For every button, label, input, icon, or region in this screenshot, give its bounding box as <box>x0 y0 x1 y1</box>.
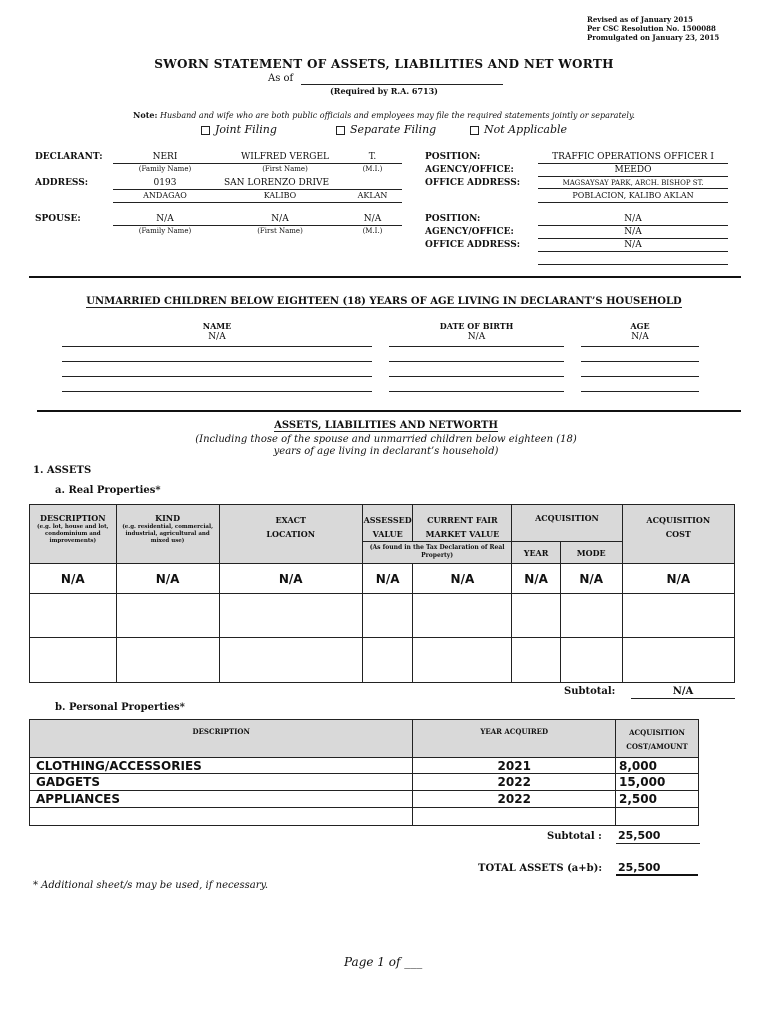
child-dob[interactable]: N/A <box>467 332 486 342</box>
address-number[interactable]: 0193 <box>153 178 177 188</box>
spouse-agency-label: AGENCY/OFFICE: <box>425 227 514 237</box>
spouse-office-address-line-2 <box>538 264 728 265</box>
children-name-header: NAME <box>202 321 232 331</box>
total-assets-label: TOTAL ASSETS (a+b): <box>478 863 603 874</box>
office-address-line-2 <box>538 202 728 203</box>
address-line-1 <box>113 189 402 190</box>
pp-description-cell[interactable]: CLOTHING/ACCESSORIES <box>30 758 413 774</box>
empty-cell[interactable] <box>219 638 362 683</box>
empty-cell[interactable] <box>362 638 413 683</box>
rp-assessed-cell[interactable]: N/A <box>362 564 413 594</box>
personal-subtotal-value: 25,500 <box>618 829 661 842</box>
total-assets-line <box>616 874 698 876</box>
declarant-label: DECLARANT: <box>35 152 103 162</box>
rp-header-location: EXACT LOCATION <box>219 505 362 564</box>
personal-properties-table <box>29 719 699 826</box>
footnote: * Additional sheet/s may be used, if necessary. <box>33 880 269 891</box>
empty-cell[interactable] <box>362 594 413 638</box>
spouse-position-line <box>538 225 728 226</box>
first-name-caption: (First Name) <box>262 165 308 173</box>
declarant-first-name[interactable]: WILFRED VERGEL <box>240 152 330 162</box>
joint-filing-option[interactable]: Joint Filing <box>201 123 277 136</box>
table-row <box>30 594 735 638</box>
declarant-name-line <box>113 163 402 164</box>
office-address-line-1 <box>538 188 728 189</box>
table-row <box>30 758 699 774</box>
real-properties-table <box>29 504 735 683</box>
revision-line-3: Promulgated on January 23, 2015 <box>587 33 720 42</box>
empty-cell[interactable] <box>413 808 616 826</box>
spouse-office-address-label: OFFICE ADDRESS: <box>425 240 521 250</box>
child-name-line-2 <box>62 361 372 362</box>
rp-header-year: YEAR <box>512 542 560 564</box>
empty-cell[interactable] <box>512 594 560 638</box>
checkbox-icon[interactable] <box>336 126 345 135</box>
rp-mode-cell[interactable]: N/A <box>560 564 622 594</box>
agency-line <box>538 176 728 177</box>
spouse-position-label: POSITION: <box>425 214 481 224</box>
revision-info <box>587 15 719 42</box>
mi-caption: (M.I.) <box>362 165 383 173</box>
children-age-header: AGE <box>630 321 650 331</box>
address-municipality[interactable]: KALIBO <box>263 191 297 200</box>
personal-properties-heading: b. Personal Properties* <box>55 702 185 713</box>
note-text: Husband and wife who are both public officials and employees may file the required statements jointly or separately. <box>159 111 635 120</box>
address-street[interactable]: SAN LORENZO DRIVE <box>224 178 330 188</box>
page-title: SWORN STATEMENT OF ASSETS, LIABILITIES AND NET WORTH <box>154 57 614 71</box>
position-line <box>538 163 728 164</box>
alnw-title: ASSETS, LIABILITIES AND NETWORTH <box>274 420 498 431</box>
children-title: UNMARRIED CHILDREN BELOW EIGHTEEN (18) YEARS OF AGE LIVING IN DECLARANT’S HOUSEHOLD <box>86 296 682 307</box>
position-label: POSITION: <box>425 152 481 162</box>
table-row <box>30 638 735 683</box>
children-dob-header: DATE OF BIRTH <box>439 321 514 331</box>
empty-cell[interactable] <box>413 594 512 638</box>
rp-kind-cell[interactable]: N/A <box>116 564 219 594</box>
address-label: ADDRESS: <box>35 178 89 188</box>
rp-header-cost: ACQUISITION COST <box>622 505 734 564</box>
real-subtotal-line <box>631 698 735 699</box>
declarant-mi[interactable]: T. <box>368 152 377 162</box>
personal-subtotal-line <box>616 843 700 844</box>
rp-header-description: DESCRIPTION (e.g. lot, house and lot, condominium and improvements) <box>30 505 117 564</box>
alnw-subtitle-2: years of age living in declarant’s household) <box>273 446 499 457</box>
child-age-line-4 <box>581 391 699 392</box>
declarant-agency[interactable]: MEEDO <box>614 165 652 175</box>
office-address-1[interactable]: MAGSAYSAY PARK, ARCH. BISHOP ST. <box>562 179 704 187</box>
section-divider-1 <box>29 276 741 278</box>
child-age-line-3 <box>581 376 699 377</box>
real-properties-heading: a. Real Properties* <box>55 485 161 496</box>
personal-subtotal-label: Subtotal : <box>547 831 602 842</box>
empty-cell[interactable] <box>30 594 117 638</box>
checkbox-icon[interactable] <box>470 126 479 135</box>
spouse-label: SPOUSE: <box>35 214 81 224</box>
empty-cell[interactable] <box>219 594 362 638</box>
family-name-caption: (Family Name) <box>138 165 192 173</box>
rp-header-acquisition: ACQUISITION <box>512 505 622 542</box>
rp-cost-cell[interactable]: N/A <box>622 564 734 594</box>
filing-note <box>0 110 768 120</box>
child-age[interactable]: N/A <box>631 332 649 342</box>
spouse-name-line <box>113 225 402 226</box>
child-dob-line-2 <box>389 361 564 362</box>
rp-year-cell[interactable]: N/A <box>512 564 560 594</box>
rp-description-cell[interactable]: N/A <box>30 564 117 594</box>
not-applicable-option[interactable]: Not Applicable <box>470 123 567 136</box>
table-row <box>30 774 699 791</box>
address-barangay[interactable]: ANDAGAO <box>143 191 187 200</box>
empty-cell[interactable] <box>30 638 117 683</box>
address-line-2 <box>113 202 402 203</box>
spouse-first-caption: (First Name) <box>257 227 303 235</box>
child-name-line-1 <box>62 346 372 347</box>
empty-cell[interactable] <box>30 808 413 826</box>
child-name-line-3 <box>62 376 372 377</box>
spouse-office-address[interactable]: N/A <box>624 240 642 250</box>
spouse-agency-line <box>538 238 728 239</box>
empty-cell[interactable] <box>116 638 219 683</box>
declarant-family-name[interactable]: NERI <box>152 152 178 162</box>
checkbox-icon[interactable] <box>201 126 210 135</box>
table-row <box>30 808 699 826</box>
rp-header-assessed: ASSESSED VALUE <box>362 505 413 542</box>
revision-line-2: Per CSC Resolution No. 1500088 <box>587 24 716 33</box>
child-age-line-1 <box>581 346 699 347</box>
pp-cost-cell[interactable]: 15,000 <box>616 774 699 791</box>
spouse-agency[interactable]: N/A <box>624 227 642 237</box>
empty-cell[interactable] <box>616 808 699 826</box>
empty-cell[interactable] <box>622 594 734 638</box>
as-of-label: As of <box>268 73 294 84</box>
real-subtotal-label: Subtotal: <box>564 686 616 697</box>
page-number: Page 1 of ___ <box>344 955 423 969</box>
real-subtotal-value: N/A <box>672 686 694 697</box>
required-by: (Required by R.A. 6713) <box>330 86 438 96</box>
rp-header-tax-note: (As found in the Tax Declaration of Real Property) <box>362 542 512 564</box>
revision-line-1: Revised as of January 2015 <box>587 15 693 24</box>
child-dob-line-1 <box>389 346 564 347</box>
declarant-position[interactable]: TRAFFIC OPERATIONS OFFICER I <box>552 152 714 162</box>
empty-cell[interactable] <box>413 638 512 683</box>
pp-header-cost: ACQUISITION COST/AMOUNT <box>616 720 699 758</box>
pp-cost-cell[interactable]: 8,000 <box>616 758 699 774</box>
separate-filing-option[interactable]: Separate Filing <box>336 123 436 136</box>
table-row <box>30 564 735 594</box>
table-row <box>30 791 699 808</box>
empty-cell[interactable] <box>622 638 734 683</box>
pp-header-description: DESCRIPTION <box>30 720 413 758</box>
empty-cell[interactable] <box>116 594 219 638</box>
pp-header-year: YEAR ACQUIRED <box>413 720 616 758</box>
spouse-family-caption: (Family Name) <box>138 227 192 235</box>
rp-header-kind: KIND (e.g. residential, commercial, industrial, agricultural and mixed use) <box>116 505 219 564</box>
spouse-mi[interactable]: N/A <box>363 214 382 224</box>
spouse-family-name[interactable]: N/A <box>156 214 174 224</box>
spouse-first-name[interactable]: N/A <box>271 214 289 224</box>
office-address-2[interactable]: POBLACION, KALIBO AKLAN <box>572 191 694 200</box>
alnw-subtitle-1: (Including those of the spouse and unmarried children below eighteen (18) <box>195 434 577 445</box>
spouse-office-address-line-1 <box>538 251 728 252</box>
child-name-line-4 <box>62 391 372 392</box>
agency-label: AGENCY/OFFICE: <box>425 165 514 175</box>
rp-header-fmv: CURRENT FAIR MARKET VALUE <box>413 505 512 542</box>
rp-location-cell[interactable]: N/A <box>219 564 362 594</box>
as-of-field[interactable] <box>301 84 503 85</box>
pp-year-cell[interactable]: 2021 <box>413 758 616 774</box>
child-dob-line-3 <box>389 376 564 377</box>
rp-header-mode: MODE <box>560 542 622 564</box>
pp-cost-cell[interactable]: 2,500 <box>616 791 699 808</box>
pp-description-cell[interactable]: APPLIANCES <box>30 791 413 808</box>
child-dob-line-4 <box>389 391 564 392</box>
assets-heading: 1. ASSETS <box>33 465 92 476</box>
empty-cell[interactable] <box>560 594 622 638</box>
spouse-mi-caption: (M.I.) <box>362 227 383 235</box>
section-divider-2 <box>37 410 741 412</box>
address-province[interactable]: AKLAN <box>357 191 388 200</box>
empty-cell[interactable] <box>512 638 560 683</box>
pp-description-cell[interactable]: GADGETS <box>30 774 413 791</box>
total-assets-value: 25,500 <box>618 861 661 874</box>
rp-fmv-cell[interactable]: N/A <box>413 564 512 594</box>
child-name[interactable]: N/A <box>208 332 226 342</box>
note-label: Note: <box>133 110 158 120</box>
spouse-position[interactable]: N/A <box>624 214 642 224</box>
office-address-label: OFFICE ADDRESS: <box>425 178 521 188</box>
pp-year-cell[interactable]: 2022 <box>413 774 616 791</box>
empty-cell[interactable] <box>560 638 622 683</box>
child-age-line-2 <box>581 361 699 362</box>
pp-year-cell[interactable]: 2022 <box>413 791 616 808</box>
